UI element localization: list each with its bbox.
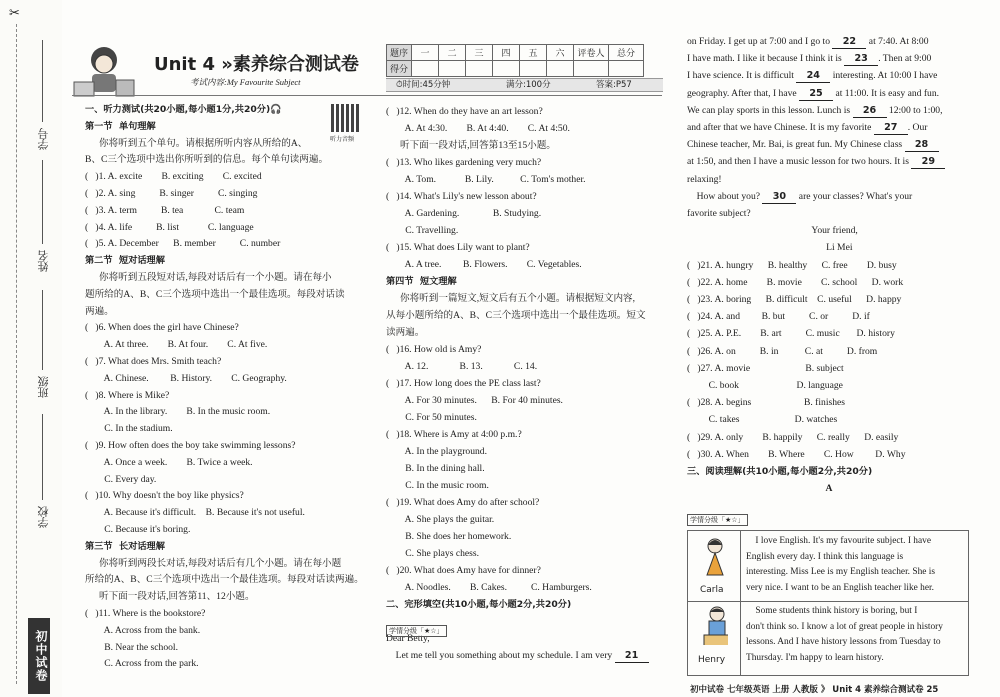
passage-line: Thursday. I'm happy to learn history.: [746, 652, 884, 663]
text-line: A. Chinese. B. History. C. Geography.: [85, 372, 287, 384]
text-line: ( )5. A. December B. member C. number: [85, 238, 281, 250]
name-label: 姓名: [37, 250, 50, 272]
cut-line: [16, 24, 17, 684]
text-line: ( )9. How often does the boy take swimming lessons?: [85, 440, 296, 451]
text-line: C. Every day.: [85, 473, 157, 485]
score-table: [386, 44, 644, 77]
reading-passage-a: [687, 530, 969, 676]
girl-figure-icon: [702, 537, 728, 577]
text-line: A. Tom. B. Lily. C. Tom's mother.: [386, 174, 586, 185]
text-line: 你将听到五段短对话,每段对话后有一个小题。请在每小: [99, 272, 332, 283]
text-line: geography. After that, I have 25 at 11:00. It is easy and fun.: [687, 87, 940, 99]
text-line: I have math. I like it because I think it is 23 . Then at 9:00: [687, 53, 932, 65]
cloze-blank[interactable]: 27: [874, 122, 908, 135]
text-line: ( )11. Where is the bookstore?: [85, 608, 206, 619]
text-line: A. For 30 minutes. B. For 40 minutes.: [386, 395, 563, 406]
score-input[interactable]: [574, 61, 609, 77]
score-input[interactable]: [466, 61, 493, 77]
score-input[interactable]: [412, 61, 439, 77]
text-line: ( )18. Where is Amy at 4:00 p.m.?: [386, 429, 522, 440]
score-cell: 总分: [609, 45, 644, 61]
class-label: 班级: [37, 376, 50, 398]
score-cell: 题序: [387, 45, 412, 61]
score-cell: 五: [520, 45, 547, 61]
passage-line: Some students think history is boring, but I: [746, 606, 918, 616]
text-line: ( )6. When does the girl have Chinese?: [85, 322, 239, 334]
answer-info: 答案:P57: [596, 80, 632, 90]
exam-info-bar: [386, 78, 663, 92]
text-line: 你将听到五个单句。请根据所听内容从所给的A、: [99, 137, 308, 149]
text-line: ( )22. A. home B. movie C. school D. work: [687, 276, 904, 288]
passage-line: lessons. And I have history lessons from Tuesday to: [746, 637, 941, 647]
text-line: ( )4. A. life B. list C. language: [85, 221, 254, 233]
text-line: ( )7. What does Mrs. Smith teach?: [85, 356, 222, 367]
text-line: relaxing!: [687, 173, 722, 185]
text-line: C. In the music room.: [386, 480, 489, 491]
text-line: 第二节 短对话理解: [85, 255, 165, 267]
text-line: 第一节 单句理解: [85, 120, 156, 132]
cloze-blank[interactable]: 21: [615, 650, 649, 663]
cloze-blank[interactable]: 29: [911, 156, 945, 169]
score-cell: 二: [439, 45, 466, 61]
text-line: ( )17. How long does the PE class last?: [386, 378, 541, 389]
passage-line: I love English. It's my favourite subject. I have: [746, 536, 931, 546]
cloze-blank[interactable]: 23: [844, 53, 878, 66]
text-line: 听下面一段对话,回答第13至15小题。: [400, 140, 556, 151]
full-score-info: 满分:100分: [506, 80, 551, 90]
score-row-label: 得分: [387, 61, 412, 77]
carla-name: Carla: [700, 585, 724, 595]
text-line: A. In the library. B. In the music room.: [85, 406, 271, 418]
score-input[interactable]: [609, 61, 644, 77]
text-line: ( )3. A. term B. tea C. team: [85, 204, 245, 216]
page-footer: 初中试卷 七年级英语 上册 人教版 》 Unit 4 素养综合测试卷 25: [690, 685, 939, 695]
text-line: ( )27. A. movie B. subject: [687, 362, 844, 374]
text-line: A. Noodles. B. Cakes. C. Hamburgers.: [386, 582, 592, 593]
text-line: 从每小题所给的A、B、C三个选项中选出一个最佳选项。短文: [386, 310, 646, 321]
text-line: ( )13. Who likes gardening very much?: [386, 157, 542, 168]
text-line: B. In the dining hall.: [386, 463, 485, 474]
scissors-icon: ✂: [9, 6, 20, 21]
text-line: Your friend,: [687, 225, 858, 237]
score-cell: 三: [466, 45, 493, 61]
text-line: A: [825, 483, 833, 495]
text-line: Let me tell you something about my schedule. I am very 21: [386, 650, 649, 663]
text-line: C. Because it's boring.: [85, 524, 191, 535]
text-line: C. book D. language: [687, 380, 843, 391]
text-line: C. She plays chess.: [386, 548, 480, 559]
difficulty-tag: 学情分级「★☆」: [687, 514, 748, 526]
text-line: ( )10. Why doesn't the boy like physics?: [85, 490, 244, 502]
text-line: B. She does her homework.: [386, 531, 512, 542]
text-line: A. She plays the guitar.: [386, 514, 495, 525]
cloze-blank[interactable]: 28: [905, 139, 939, 152]
score-input[interactable]: [439, 61, 466, 77]
difficulty-tag: 学情分级「★☆」: [386, 625, 447, 637]
text-line: C. takes D. watches: [687, 414, 838, 426]
text-line: A. At three. B. At four. C. At five.: [85, 339, 268, 351]
text-line: 你将听到两段长对话,每段对话后有几个小题。请在每小题: [99, 557, 342, 569]
score-cell: 评卷人: [574, 45, 609, 61]
exam-scope: 考试内容:My Favourite Subject: [190, 77, 301, 87]
text-line: B. Near the school.: [85, 641, 178, 653]
text-line: C. Across from the park.: [85, 658, 199, 670]
text-line: ( )19. What does Amy do after school?: [386, 497, 540, 508]
text-line: 第四节 短文理解: [386, 276, 457, 287]
text-line: ( )8. Where is Mike?: [85, 389, 170, 401]
text-line: ( )30. A. When B. Where C. How D. Why: [687, 448, 906, 460]
text-line: ( )26. A. on B. in C. at D. from: [687, 345, 878, 357]
henry-name: Henry: [698, 655, 726, 665]
text-line: at 1:50, and then I have a music lesson for two hours. It is 29: [687, 156, 945, 169]
text-line: ( )1. A. excite B. exciting C. excited: [85, 171, 262, 183]
text-line: ( )29. A. only B. happily C. really D. easily: [687, 431, 899, 443]
score-input[interactable]: [520, 61, 547, 77]
text-line: on Friday. I get up at 7:00 and I go to 22 at 7:40. At 8:00: [687, 36, 929, 47]
school-label: 学校: [37, 506, 50, 528]
text-line: ( )24. A. and B. but C. or D. if: [687, 311, 870, 323]
divider: [688, 601, 968, 602]
cloze-blank[interactable]: 25: [799, 88, 833, 101]
text-line: Dear Betty,: [386, 633, 430, 644]
score-cell: 四: [493, 45, 520, 61]
text-line: ( )21. A. hungry B. healthy C. free D. busy: [687, 259, 897, 271]
brand-logo: 初中试卷: [28, 618, 50, 694]
text-line: A. At 4:30. B. At 4:40. C. At 4:50.: [386, 123, 570, 134]
passage-line: English every day. I think this language is: [746, 551, 904, 562]
text-line: 题所给的A、B、C三个选项中选出一个最佳选项。每段对话读: [85, 288, 345, 300]
cloze-blank[interactable]: 24: [796, 70, 830, 83]
text-line: 你将听到一篇短文,短文后有五个小题。请根据短文内容,: [400, 293, 636, 304]
class-line: [42, 290, 43, 370]
cloze-blank[interactable]: 26: [853, 105, 887, 118]
text-line: We can play sports in this lesson. Lunch is 26 12:00 to 1:00,: [687, 104, 943, 116]
page-title: Unit 4 »素养综合测试卷: [154, 54, 359, 75]
binding-margin: [0, 0, 62, 697]
text-line: ( )20. What does Amy have for dinner?: [386, 565, 541, 576]
text-line: ( )12. When do they have an art lesson?: [386, 106, 543, 117]
score-input[interactable]: [493, 61, 520, 77]
text-line: B、C三个选项中选出你所听到的信息。每个单句读两遍。: [85, 154, 329, 166]
text-line: ( )28. A. begins B. finishes: [687, 397, 846, 409]
text-line: C. Travelling.: [386, 225, 459, 236]
text-line: A. Because it's difficult. B. Because it's not useful.: [85, 507, 305, 519]
text-line: C. In the stadium.: [85, 423, 173, 435]
text-line: 听下面一段对话,回答第11、12小题。: [99, 591, 255, 603]
student-id-line: [42, 40, 43, 122]
school-line: [42, 414, 43, 500]
header-rule: [72, 95, 662, 96]
text-line: ( )25. A. P.E. B. art C. music D. history: [687, 328, 895, 340]
text-line: 读两遍。: [386, 327, 425, 338]
passage-line: very nice. I want to be an English teacher like her.: [746, 582, 934, 593]
text-line: A. Across from the bank.: [85, 624, 201, 636]
text-line: A. Gardening. B. Studying.: [386, 208, 542, 219]
text-line: I have science. It is difficult 24 interesting. At 10:00 I have: [687, 70, 938, 82]
text-line: ( )14. What's Lily's new lesson about?: [386, 191, 537, 202]
text-line: ( )2. A. sing B. singer C. singing: [85, 188, 258, 199]
text-line: A. In the playground.: [386, 446, 487, 457]
text-line: C. For 50 minutes.: [386, 412, 477, 423]
text-line: How about you? 30 are your classes? What's your: [687, 190, 913, 202]
qr-caption: 听力音频: [330, 136, 355, 143]
text-line: 第三节 长对话理解: [85, 540, 165, 552]
text-line: Li Mei: [687, 242, 853, 254]
text-line: 二、完形填空(共10小题,每小题2分,共20分): [386, 599, 572, 610]
text-line: and after that we have Chinese. It is my favorite 27 . Our: [687, 122, 928, 133]
time-info: ⏱时间:45分钟: [396, 80, 451, 90]
passage-line: don't think so. I know a lot of great people in history: [746, 621, 943, 632]
text-line: ( )15. What does Lily want to plant?: [386, 242, 530, 253]
student-id-label: 学号: [37, 128, 50, 150]
cloze-blank[interactable]: 30: [762, 191, 796, 204]
qr-code-icon[interactable]: [331, 104, 359, 132]
text-line: Chinese teacher, Mr. Bai, is great fun. My Chinese class 28: [687, 139, 939, 152]
score-cell: 一: [412, 45, 439, 61]
text-line: 所给的A、B、C三个选项中选出一个最佳选项。每段对话读两遍。: [85, 574, 364, 586]
text-line: A. A tree. B. Flowers. C. Vegetables.: [386, 259, 582, 270]
score-cell: 六: [547, 45, 574, 61]
text-line: ( )16. How old is Amy?: [386, 344, 482, 355]
text-line: favorite subject?: [687, 208, 751, 219]
text-line: 一、听力测试(共20小题,每小题1分,共20分)🎧: [85, 104, 282, 115]
score-input[interactable]: [547, 61, 574, 77]
cartoon-icon: [72, 40, 142, 100]
passage-line: interesting. Miss Lee is my English teacher. She is: [746, 567, 936, 577]
text-line: A. Once a week. B. Twice a week.: [85, 456, 253, 468]
cloze-blank[interactable]: 22: [832, 36, 866, 49]
text-line: ( )23. A. boring B. difficult C. useful D. happy: [687, 294, 902, 305]
text-line: A. 12. B. 13. C. 14.: [386, 361, 538, 372]
boy-figure-icon: [702, 605, 728, 645]
divider: [740, 531, 741, 675]
text-line: 两遍。: [85, 305, 114, 317]
name-line: [42, 160, 43, 244]
text-line: 三、阅读理解(共10小题,每小题2分,共20分): [687, 466, 873, 477]
